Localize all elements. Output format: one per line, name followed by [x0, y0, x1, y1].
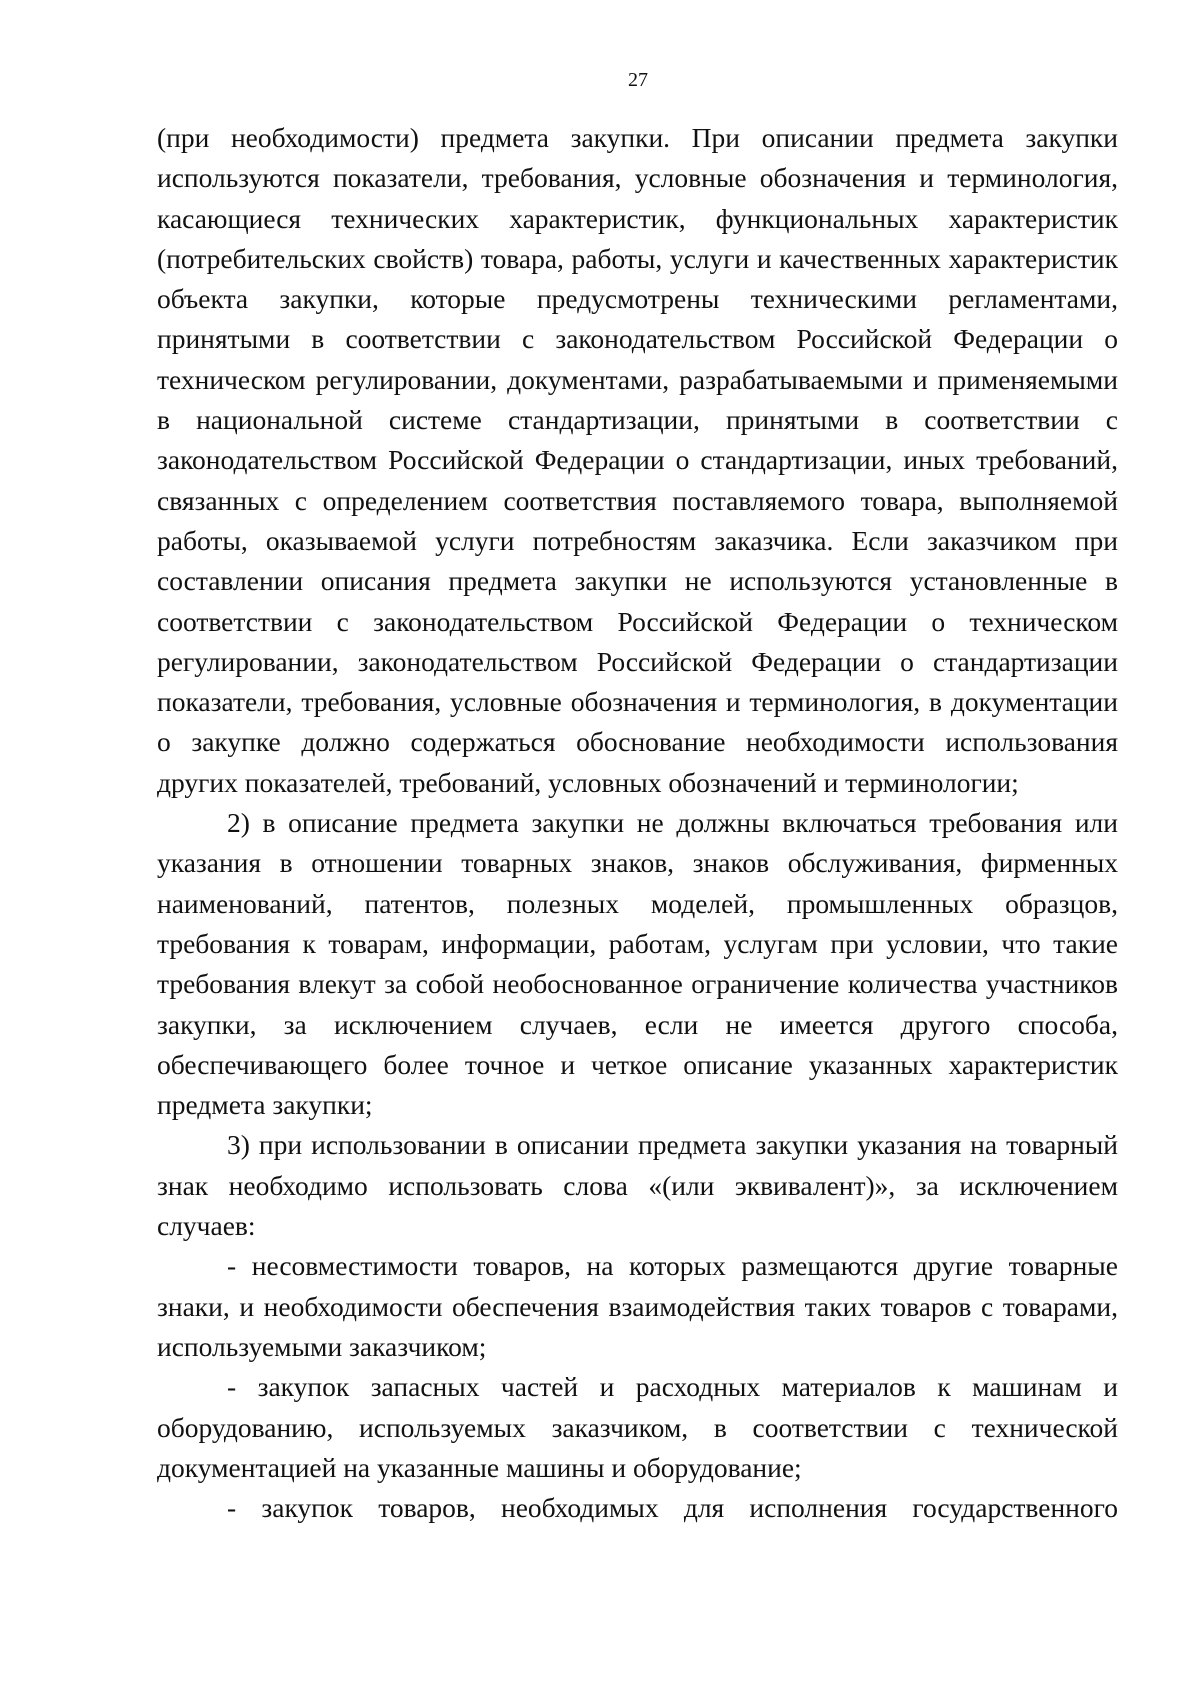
list-item-spare-parts: - закупок запасных частей и расходных материалов к машинам и оборудованию, используемых заказчиком, в соответствии с технической документацией на указанные машины и оборудование;: [157, 1371, 1118, 1483]
paragraph-item-2: 2) в описание предмета закупки не должны включаться требования или указания в отношении товарных знаков, знаков обслуживания, фирменных наименований, патентов, полезных моделей, промышленных образцов, требования к товарам, информации, работам, услугам при условии, что такие требования влекут за собой необоснованное ограничение количества участников закупки, за исключением случаев, если не имеется другого способа, обеспечивающего более точное и четкое описание указанных характеристик предмета закупки;: [157, 807, 1118, 1121]
paragraph-continuation: (при необходимости) предмета закупки. При описании предмета закупки используются показатели, требования, условные обозначения и терминология, касающиеся технических характеристик, функциональных характеристик (потребительских свойств) товара, работы, услуги и качественных характеристик объекта закупки, которые предусмотрены техническими регламентами, принятыми в соответствии с законодательством Российской Федерации о техническом регулировании, документами, разрабатываемыми и применяемыми в национальной системе стандартизации, принятыми в соответствии с законодательством Российской Федерации о стандартизации, иных требований, связанных с определением соответствия поставляемого товара, выполняемой работы, оказываемой услуги потребностям заказчика. Если заказчиком при составлении описания предмета закупки не используются установленные в соответствии с законодательством Российской Федерации о техническом регулировании, законодательством Российской Федерации о стандартизации показатели, требования, условные обозначения и терминология, в документации о закупке должно содержаться обоснование необходимости использования других показателей, требований, условных обозначений и терминологии;: [157, 122, 1118, 798]
page-number: 27: [628, 69, 648, 91]
document-body: [157, 118, 1118, 1528]
paragraph-item-3: 3) при использовании в описании предмета закупки указания на товарный знак необходимо использовать слова «(или эквивалент)», за исключением случаев:: [157, 1129, 1118, 1242]
list-item-incompatibility: - несовместимости товаров, на которых размещаются другие товарные знаки, и необходимости обеспечения взаимодействия таких товаров с товарами, используемыми заказчиком;: [157, 1250, 1118, 1362]
list-item-state-contract: - закупок товаров, необходимых для исполнения государственного: [227, 1492, 1118, 1524]
